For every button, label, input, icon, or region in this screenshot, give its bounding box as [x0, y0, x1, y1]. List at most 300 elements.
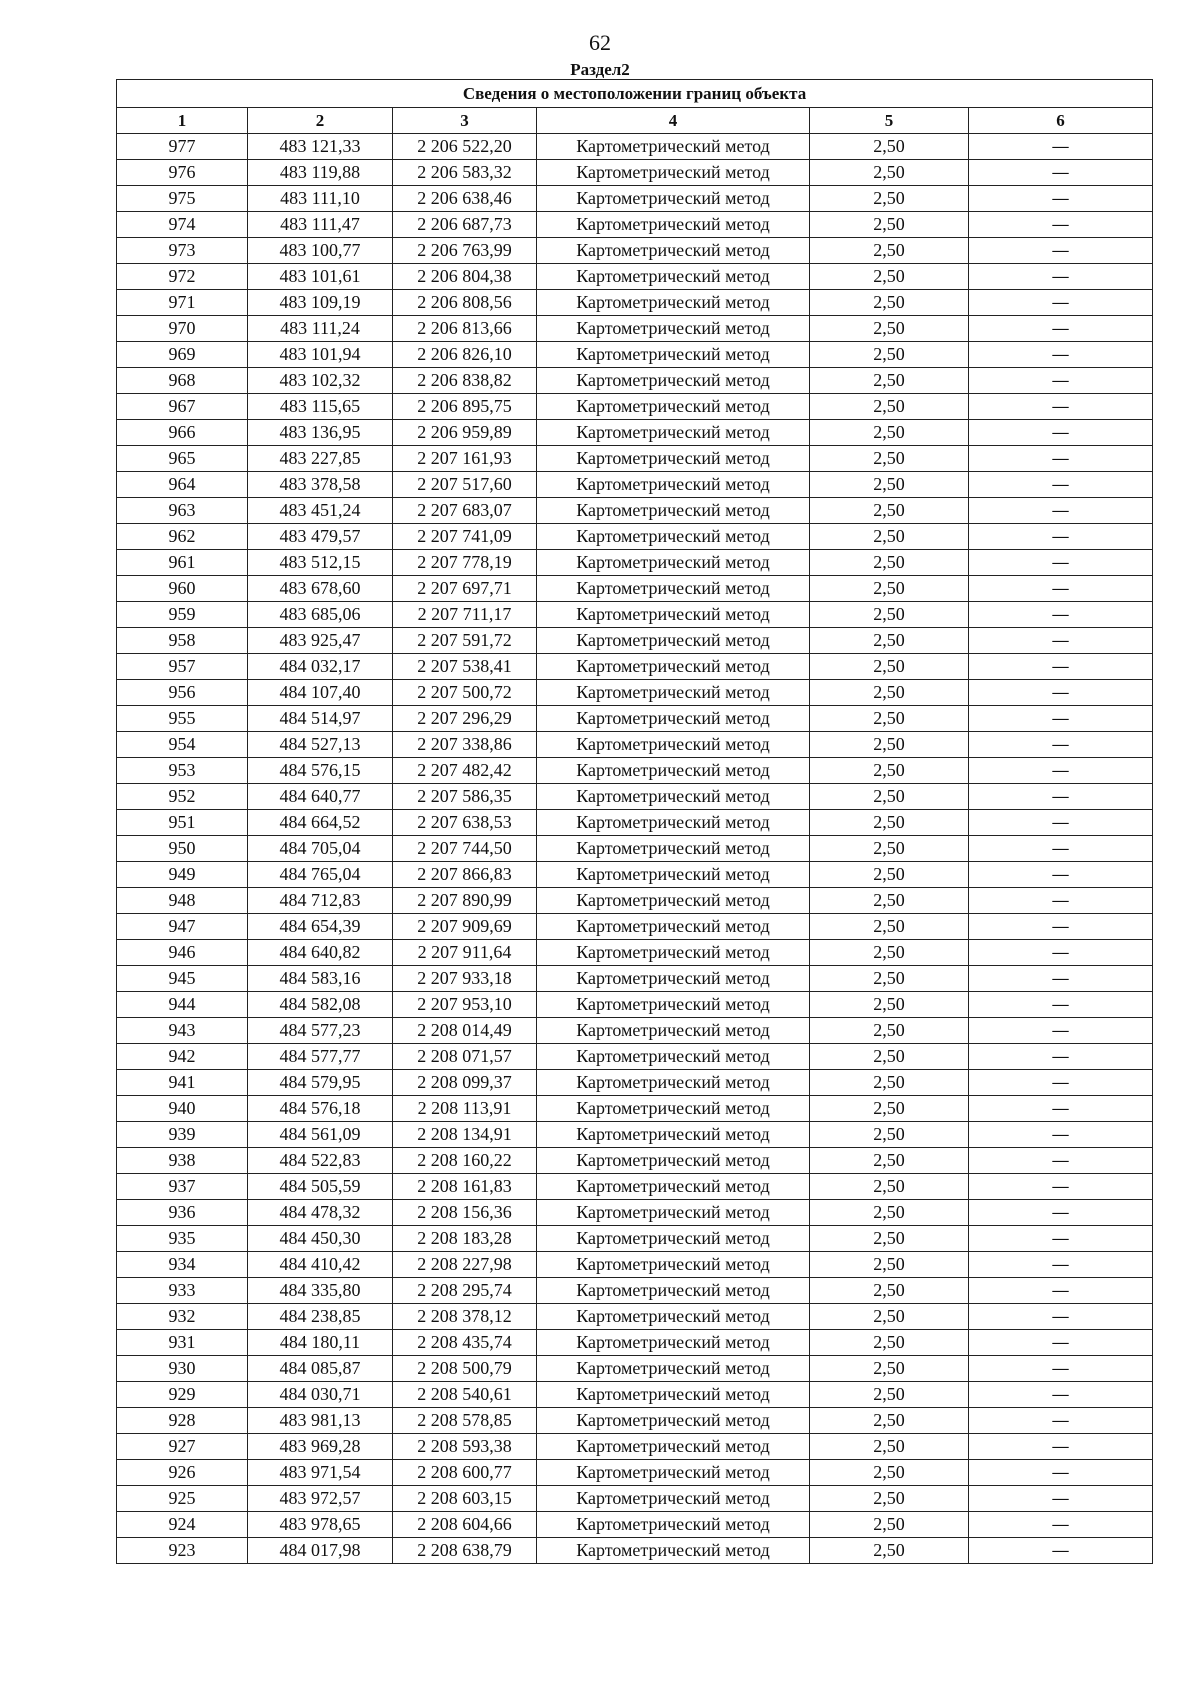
table-row — [117, 1382, 1153, 1408]
cell-accuracy: 2,50 — [810, 1512, 969, 1538]
cell-point-number: 952 — [117, 784, 248, 810]
cell-point-number: 935 — [117, 1226, 248, 1252]
cell-point-number: 953 — [117, 758, 248, 784]
cell-point-number: 945 — [117, 966, 248, 992]
cell-point-number: 961 — [117, 550, 248, 576]
cell-description: — — [969, 810, 1153, 836]
cell-coordinate-x: 484 654,39 — [248, 914, 393, 940]
table-row — [117, 940, 1153, 966]
cell-description: — — [969, 472, 1153, 498]
cell-description: — — [969, 602, 1153, 628]
table-header-row — [117, 108, 1153, 134]
cell-point-number: 932 — [117, 1304, 248, 1330]
cell-accuracy: 2,50 — [810, 1122, 969, 1148]
cell-accuracy: 2,50 — [810, 1330, 969, 1356]
cell-method: Картометрический метод — [537, 1096, 810, 1122]
cell-coordinate-x: 483 119,88 — [248, 160, 393, 186]
cell-coordinate-y: 2 207 778,19 — [393, 550, 537, 576]
cell-description: — — [969, 1122, 1153, 1148]
table-row — [117, 758, 1153, 784]
table-row — [117, 420, 1153, 446]
table-row — [117, 602, 1153, 628]
cell-coordinate-x: 483 101,61 — [248, 264, 393, 290]
cell-coordinate-y: 2 207 591,72 — [393, 628, 537, 654]
cell-method: Картометрический метод — [537, 446, 810, 472]
cell-method: Картометрический метод — [537, 706, 810, 732]
cell-method: Картометрический метод — [537, 394, 810, 420]
cell-coordinate-x: 484 527,13 — [248, 732, 393, 758]
cell-coordinate-y: 2 207 482,42 — [393, 758, 537, 784]
cell-method: Картометрический метод — [537, 654, 810, 680]
column-header: 6 — [969, 108, 1153, 134]
cell-accuracy: 2,50 — [810, 1226, 969, 1252]
table-row — [117, 1226, 1153, 1252]
cell-coordinate-x: 483 136,95 — [248, 420, 393, 446]
table-row — [117, 810, 1153, 836]
table-row — [117, 316, 1153, 342]
table-row — [117, 290, 1153, 316]
cell-point-number: 972 — [117, 264, 248, 290]
cell-accuracy: 2,50 — [810, 368, 969, 394]
cell-description: — — [969, 1460, 1153, 1486]
cell-description: — — [969, 680, 1153, 706]
cell-accuracy: 2,50 — [810, 1278, 969, 1304]
cell-coordinate-x: 483 971,54 — [248, 1460, 393, 1486]
cell-description: — — [969, 576, 1153, 602]
cell-accuracy: 2,50 — [810, 1382, 969, 1408]
cell-point-number: 944 — [117, 992, 248, 1018]
cell-point-number: 927 — [117, 1434, 248, 1460]
cell-method: Картометрический метод — [537, 264, 810, 290]
cell-accuracy: 2,50 — [810, 784, 969, 810]
cell-coordinate-x: 484 712,83 — [248, 888, 393, 914]
cell-point-number: 966 — [117, 420, 248, 446]
cell-description: — — [969, 706, 1153, 732]
cell-method: Картометрический метод — [537, 186, 810, 212]
cell-coordinate-y: 2 207 909,69 — [393, 914, 537, 940]
table-row — [117, 1174, 1153, 1200]
boundary-coordinates-table — [116, 79, 1153, 1564]
cell-description: — — [969, 1252, 1153, 1278]
cell-coordinate-y: 2 206 959,89 — [393, 420, 537, 446]
cell-coordinate-y: 2 206 763,99 — [393, 238, 537, 264]
cell-point-number: 974 — [117, 212, 248, 238]
cell-description: — — [969, 732, 1153, 758]
section-title: Раздел2 — [570, 60, 630, 79]
cell-point-number: 962 — [117, 524, 248, 550]
table-row — [117, 1356, 1153, 1382]
cell-accuracy: 2,50 — [810, 134, 969, 160]
cell-coordinate-y: 2 206 826,10 — [393, 342, 537, 368]
cell-coordinate-y: 2 207 538,41 — [393, 654, 537, 680]
cell-accuracy: 2,50 — [810, 836, 969, 862]
column-header: 2 — [248, 108, 393, 134]
cell-coordinate-x: 483 111,47 — [248, 212, 393, 238]
cell-point-number: 924 — [117, 1512, 248, 1538]
cell-method: Картометрический метод — [537, 576, 810, 602]
table-caption: Сведения о местоположении границ объекта — [117, 80, 1153, 108]
cell-point-number: 929 — [117, 1382, 248, 1408]
cell-coordinate-x: 483 479,57 — [248, 524, 393, 550]
cell-coordinate-y: 2 207 500,72 — [393, 680, 537, 706]
cell-point-number: 976 — [117, 160, 248, 186]
cell-accuracy: 2,50 — [810, 862, 969, 888]
table-row — [117, 1538, 1153, 1564]
table-row — [117, 134, 1153, 160]
cell-method: Картометрический метод — [537, 1122, 810, 1148]
table-row — [117, 576, 1153, 602]
table-row — [117, 1304, 1153, 1330]
cell-point-number: 954 — [117, 732, 248, 758]
table-row — [117, 992, 1153, 1018]
cell-coordinate-y: 2 206 583,32 — [393, 160, 537, 186]
cell-point-number: 936 — [117, 1200, 248, 1226]
table-row — [117, 1122, 1153, 1148]
table-row — [117, 1512, 1153, 1538]
cell-description: — — [969, 212, 1153, 238]
table-row — [117, 1044, 1153, 1070]
cell-accuracy: 2,50 — [810, 602, 969, 628]
cell-accuracy: 2,50 — [810, 290, 969, 316]
cell-point-number: 964 — [117, 472, 248, 498]
cell-method: Картометрический метод — [537, 784, 810, 810]
cell-accuracy: 2,50 — [810, 680, 969, 706]
cell-method: Картометрический метод — [537, 368, 810, 394]
cell-coordinate-y: 2 208 604,66 — [393, 1512, 537, 1538]
cell-coordinate-x: 484 410,42 — [248, 1252, 393, 1278]
cell-coordinate-y: 2 208 638,79 — [393, 1538, 537, 1564]
table-row — [117, 1200, 1153, 1226]
cell-description: — — [969, 1434, 1153, 1460]
cell-accuracy: 2,50 — [810, 160, 969, 186]
cell-accuracy: 2,50 — [810, 1356, 969, 1382]
cell-coordinate-x: 484 765,04 — [248, 862, 393, 888]
cell-coordinate-x: 483 678,60 — [248, 576, 393, 602]
cell-accuracy: 2,50 — [810, 524, 969, 550]
cell-point-number: 968 — [117, 368, 248, 394]
cell-coordinate-y: 2 208 500,79 — [393, 1356, 537, 1382]
cell-accuracy: 2,50 — [810, 966, 969, 992]
cell-description: — — [969, 1382, 1153, 1408]
cell-point-number: 977 — [117, 134, 248, 160]
cell-coordinate-y: 2 207 586,35 — [393, 784, 537, 810]
cell-method: Картометрический метод — [537, 1148, 810, 1174]
cell-point-number: 963 — [117, 498, 248, 524]
cell-coordinate-y: 2 208 295,74 — [393, 1278, 537, 1304]
cell-coordinate-y: 2 206 522,20 — [393, 134, 537, 160]
cell-method: Картометрический метод — [537, 1486, 810, 1512]
cell-accuracy: 2,50 — [810, 1148, 969, 1174]
cell-coordinate-y: 2 208 378,12 — [393, 1304, 537, 1330]
cell-coordinate-x: 484 514,97 — [248, 706, 393, 732]
table-row — [117, 238, 1153, 264]
cell-description: — — [969, 1512, 1153, 1538]
cell-coordinate-x: 484 561,09 — [248, 1122, 393, 1148]
cell-coordinate-x: 483 451,24 — [248, 498, 393, 524]
cell-point-number: 973 — [117, 238, 248, 264]
cell-description: — — [969, 784, 1153, 810]
cell-accuracy: 2,50 — [810, 264, 969, 290]
cell-method: Картометрический метод — [537, 602, 810, 628]
cell-point-number: 928 — [117, 1408, 248, 1434]
cell-method: Картометрический метод — [537, 420, 810, 446]
cell-description: — — [969, 446, 1153, 472]
cell-coordinate-y: 2 208 161,83 — [393, 1174, 537, 1200]
cell-coordinate-y: 2 208 099,37 — [393, 1070, 537, 1096]
cell-accuracy: 2,50 — [810, 1200, 969, 1226]
cell-method: Картометрический метод — [537, 966, 810, 992]
cell-coordinate-x: 484 017,98 — [248, 1538, 393, 1564]
cell-accuracy: 2,50 — [810, 1044, 969, 1070]
cell-description: — — [969, 498, 1153, 524]
cell-accuracy: 2,50 — [810, 1096, 969, 1122]
table-row — [117, 524, 1153, 550]
table-row — [117, 1434, 1153, 1460]
cell-description: — — [969, 966, 1153, 992]
page-number: 62 — [589, 30, 611, 55]
cell-accuracy: 2,50 — [810, 732, 969, 758]
table-row — [117, 498, 1153, 524]
cell-accuracy: 2,50 — [810, 1434, 969, 1460]
cell-point-number: 957 — [117, 654, 248, 680]
cell-point-number: 975 — [117, 186, 248, 212]
column-header: 5 — [810, 108, 969, 134]
table-row — [117, 732, 1153, 758]
cell-coordinate-x: 484 505,59 — [248, 1174, 393, 1200]
cell-accuracy: 2,50 — [810, 576, 969, 602]
cell-description: — — [969, 160, 1153, 186]
table-row — [117, 550, 1153, 576]
cell-description: — — [969, 1538, 1153, 1564]
cell-accuracy: 2,50 — [810, 1018, 969, 1044]
cell-point-number: 948 — [117, 888, 248, 914]
table-caption-row — [117, 80, 1153, 108]
cell-accuracy: 2,50 — [810, 316, 969, 342]
cell-coordinate-x: 484 180,11 — [248, 1330, 393, 1356]
cell-method: Картометрический метод — [537, 316, 810, 342]
table-row — [117, 212, 1153, 238]
table-row — [117, 1486, 1153, 1512]
cell-accuracy: 2,50 — [810, 992, 969, 1018]
cell-method: Картометрический метод — [537, 1434, 810, 1460]
cell-coordinate-y: 2 208 227,98 — [393, 1252, 537, 1278]
cell-coordinate-x: 484 583,16 — [248, 966, 393, 992]
cell-method: Картометрический метод — [537, 888, 810, 914]
cell-accuracy: 2,50 — [810, 1408, 969, 1434]
cell-method: Картометрический метод — [537, 836, 810, 862]
cell-point-number: 937 — [117, 1174, 248, 1200]
cell-description: — — [969, 836, 1153, 862]
table-row — [117, 654, 1153, 680]
cell-coordinate-y: 2 207 638,53 — [393, 810, 537, 836]
cell-coordinate-x: 483 101,94 — [248, 342, 393, 368]
cell-method: Картометрический метод — [537, 1408, 810, 1434]
table-row — [117, 264, 1153, 290]
cell-coordinate-y: 2 208 183,28 — [393, 1226, 537, 1252]
cell-description: — — [969, 1278, 1153, 1304]
cell-point-number: 926 — [117, 1460, 248, 1486]
cell-point-number: 923 — [117, 1538, 248, 1564]
cell-point-number: 947 — [117, 914, 248, 940]
cell-point-number: 941 — [117, 1070, 248, 1096]
cell-coordinate-y: 2 207 296,29 — [393, 706, 537, 732]
cell-point-number: 931 — [117, 1330, 248, 1356]
cell-point-number: 956 — [117, 680, 248, 706]
cell-coordinate-y: 2 208 600,77 — [393, 1460, 537, 1486]
table-row — [117, 1278, 1153, 1304]
cell-coordinate-y: 2 208 540,61 — [393, 1382, 537, 1408]
cell-accuracy: 2,50 — [810, 550, 969, 576]
cell-coordinate-y: 2 206 895,75 — [393, 394, 537, 420]
cell-method: Картометрический метод — [537, 290, 810, 316]
table-row — [117, 368, 1153, 394]
cell-coordinate-y: 2 207 953,10 — [393, 992, 537, 1018]
cell-method: Картометрический метод — [537, 810, 810, 836]
cell-accuracy: 2,50 — [810, 472, 969, 498]
cell-method: Картометрический метод — [537, 1226, 810, 1252]
cell-description: — — [969, 628, 1153, 654]
cell-coordinate-x: 484 107,40 — [248, 680, 393, 706]
cell-point-number: 955 — [117, 706, 248, 732]
table-row — [117, 1096, 1153, 1122]
cell-point-number: 930 — [117, 1356, 248, 1382]
cell-accuracy: 2,50 — [810, 1538, 969, 1564]
cell-point-number: 949 — [117, 862, 248, 888]
cell-method: Картометрический метод — [537, 758, 810, 784]
cell-description: — — [969, 1148, 1153, 1174]
cell-coordinate-x: 484 576,18 — [248, 1096, 393, 1122]
cell-coordinate-x: 484 577,23 — [248, 1018, 393, 1044]
cell-method: Картометрический метод — [537, 1512, 810, 1538]
table-row — [117, 680, 1153, 706]
cell-point-number: 965 — [117, 446, 248, 472]
cell-description: — — [969, 1070, 1153, 1096]
cell-coordinate-x: 484 640,77 — [248, 784, 393, 810]
cell-point-number: 933 — [117, 1278, 248, 1304]
cell-coordinate-x: 483 925,47 — [248, 628, 393, 654]
cell-coordinate-x: 484 478,32 — [248, 1200, 393, 1226]
cell-coordinate-x: 483 969,28 — [248, 1434, 393, 1460]
cell-method: Картометрический метод — [537, 1356, 810, 1382]
cell-description: — — [969, 1408, 1153, 1434]
cell-coordinate-y: 2 208 603,15 — [393, 1486, 537, 1512]
cell-coordinate-y: 2 206 804,38 — [393, 264, 537, 290]
cell-coordinate-x: 484 450,30 — [248, 1226, 393, 1252]
cell-coordinate-y: 2 208 071,57 — [393, 1044, 537, 1070]
cell-coordinate-x: 484 238,85 — [248, 1304, 393, 1330]
cell-coordinate-y: 2 207 890,99 — [393, 888, 537, 914]
cell-description: — — [969, 264, 1153, 290]
cell-description: — — [969, 550, 1153, 576]
cell-point-number: 958 — [117, 628, 248, 654]
cell-description: — — [969, 1044, 1153, 1070]
cell-method: Картометрический метод — [537, 1538, 810, 1564]
table-row — [117, 1460, 1153, 1486]
column-header: 3 — [393, 108, 537, 134]
cell-coordinate-x: 483 972,57 — [248, 1486, 393, 1512]
cell-point-number: 925 — [117, 1486, 248, 1512]
table-row — [117, 862, 1153, 888]
cell-description: — — [969, 1486, 1153, 1512]
cell-description: — — [969, 914, 1153, 940]
cell-coordinate-x: 484 522,83 — [248, 1148, 393, 1174]
cell-method: Картометрический метод — [537, 1044, 810, 1070]
table-row — [117, 914, 1153, 940]
cell-method: Картометрический метод — [537, 680, 810, 706]
cell-coordinate-y: 2 206 813,66 — [393, 316, 537, 342]
cell-coordinate-x: 484 664,52 — [248, 810, 393, 836]
cell-coordinate-y: 2 207 338,86 — [393, 732, 537, 758]
cell-description: — — [969, 1174, 1153, 1200]
cell-coordinate-x: 483 121,33 — [248, 134, 393, 160]
cell-coordinate-x: 484 335,80 — [248, 1278, 393, 1304]
table-row — [117, 1148, 1153, 1174]
cell-description: — — [969, 524, 1153, 550]
cell-description: — — [969, 654, 1153, 680]
cell-method: Картометрический метод — [537, 134, 810, 160]
cell-coordinate-y: 2 207 517,60 — [393, 472, 537, 498]
cell-accuracy: 2,50 — [810, 394, 969, 420]
cell-method: Картометрический метод — [537, 1070, 810, 1096]
cell-coordinate-x: 484 582,08 — [248, 992, 393, 1018]
cell-point-number: 950 — [117, 836, 248, 862]
cell-accuracy: 2,50 — [810, 940, 969, 966]
cell-method: Картометрический метод — [537, 1330, 810, 1356]
cell-point-number: 970 — [117, 316, 248, 342]
cell-coordinate-x: 483 102,32 — [248, 368, 393, 394]
table-row — [117, 784, 1153, 810]
cell-point-number: 934 — [117, 1252, 248, 1278]
cell-accuracy: 2,50 — [810, 888, 969, 914]
cell-coordinate-y: 2 208 113,91 — [393, 1096, 537, 1122]
cell-accuracy: 2,50 — [810, 914, 969, 940]
cell-coordinate-x: 483 111,10 — [248, 186, 393, 212]
cell-description: — — [969, 758, 1153, 784]
cell-coordinate-y: 2 208 435,74 — [393, 1330, 537, 1356]
table-row — [117, 1408, 1153, 1434]
cell-coordinate-x: 483 109,19 — [248, 290, 393, 316]
cell-coordinate-x: 484 085,87 — [248, 1356, 393, 1382]
cell-coordinate-x: 483 227,85 — [248, 446, 393, 472]
cell-coordinate-y: 2 206 687,73 — [393, 212, 537, 238]
cell-coordinate-y: 2 207 933,18 — [393, 966, 537, 992]
cell-coordinate-y: 2 208 160,22 — [393, 1148, 537, 1174]
cell-description: — — [969, 316, 1153, 342]
cell-coordinate-x: 484 579,95 — [248, 1070, 393, 1096]
cell-coordinate-y: 2 206 838,82 — [393, 368, 537, 394]
cell-method: Картометрический метод — [537, 732, 810, 758]
cell-method: Картометрический метод — [537, 862, 810, 888]
cell-point-number: 967 — [117, 394, 248, 420]
cell-coordinate-x: 483 981,13 — [248, 1408, 393, 1434]
cell-coordinate-y: 2 207 711,17 — [393, 602, 537, 628]
cell-coordinate-y: 2 207 866,83 — [393, 862, 537, 888]
cell-point-number: 942 — [117, 1044, 248, 1070]
table-row — [117, 472, 1153, 498]
cell-accuracy: 2,50 — [810, 342, 969, 368]
cell-coordinate-y: 2 208 578,85 — [393, 1408, 537, 1434]
cell-method: Картометрический метод — [537, 914, 810, 940]
cell-accuracy: 2,50 — [810, 238, 969, 264]
cell-coordinate-x: 483 111,24 — [248, 316, 393, 342]
cell-point-number: 951 — [117, 810, 248, 836]
cell-description: — — [969, 342, 1153, 368]
cell-coordinate-x: 483 685,06 — [248, 602, 393, 628]
cell-method: Картометрический метод — [537, 1018, 810, 1044]
cell-description: — — [969, 1330, 1153, 1356]
table-row — [117, 966, 1153, 992]
cell-point-number: 938 — [117, 1148, 248, 1174]
